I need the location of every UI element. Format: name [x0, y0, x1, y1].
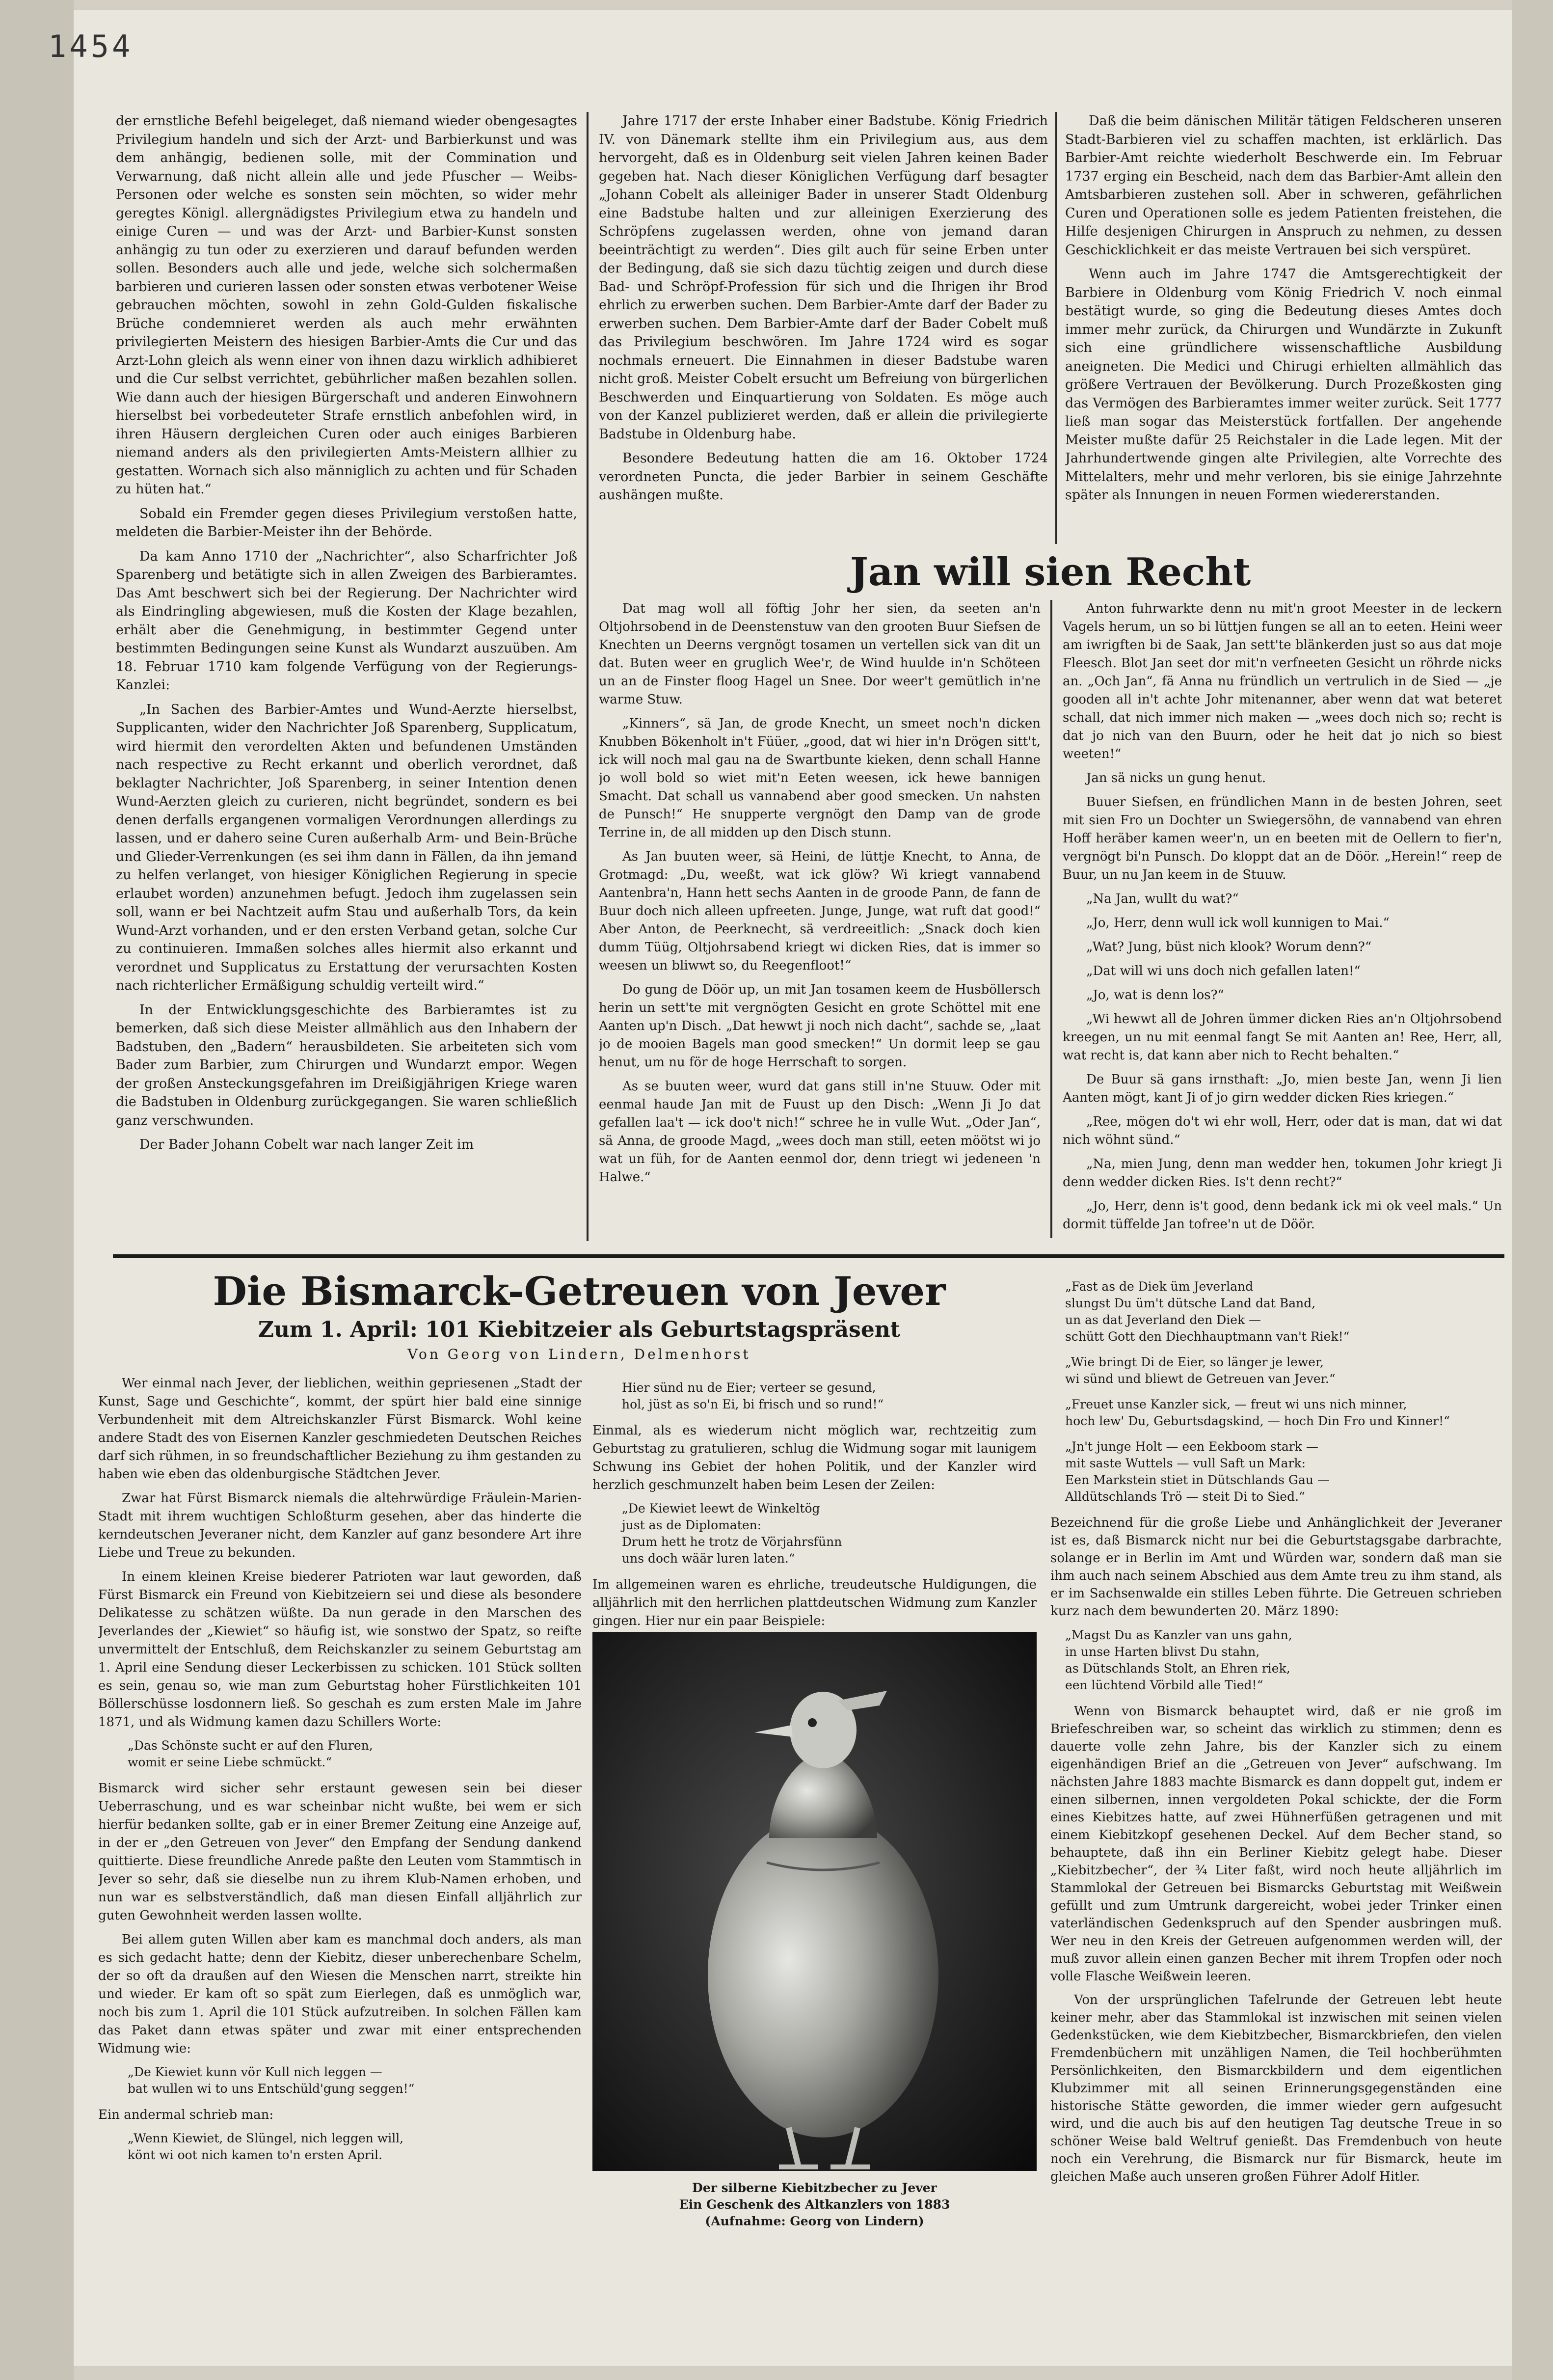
paragraph: „Wat? Jung, büst nich klook? Worum denn?“	[1086, 940, 1372, 954]
verse: „Das Schönste sucht er auf den Fluren, womit er seine Liebe schmückt.“	[128, 1738, 373, 1769]
photo-caption	[592, 2180, 1037, 2230]
paragraph: Da kam Anno 1710 der „Nachrichter“, also Scharfrichter Joß Sparenberg und betätigte sich in allen Zweigen des Barbieramtes. Das Amt beschwert sich bei der Regierung. Der Nachrichter wird als Eindringling abgewiesen, muß die Kosten der Klage bezahlen, erhält aber die Genehmigung, in bestimmter Gegend unter bestimmten Bedingungen seine Kunst als Wundarzt auszuüben. Am 18. Februar 1710 kam folgende Verfügung von der Regierungs-Kanzlei:	[116, 548, 577, 693]
verse: „Freuet unse Kanzler sick, — freut wi uns nich minner, hoch lew' Du, Geburtsdagskind, — hoch Din Fro und Kinner!“	[1065, 1397, 1450, 1428]
paragraph: Anton fuhrwarkte denn nu mit'n groot Meester in de leckern Vagels herum, un so bi lüttjen fungen se all an to eeten. Heini weer am iwrigften bi de Saak, Jan sett'te blänkerden just so aus dat moje Fleesch. Blot Jan seet dor mit'n verfneeten Gesicht un röhrde nicks an. „Och Jan“, fä Anna nu fründlich un vertrulich in de Sied — „je gooden all in't achte Johr mitenanner, aber wenn dat wat beteret schall, dat nich immer nich maken — „wees doch nich so; recht is dat jo nich van den Buurn, oder he heit dat jo nich so biest weeten!“	[1063, 601, 1502, 761]
paragraph: „In Sachen des Barbier-Amtes und Wund-Aerzte hierselbst, Supplicanten, wider den Nachrichter Joß Sparenberg, Supplicatum, wird hiermit den verordelten Akten und befundenen Umständen nach respective zu Recht erkannt und oberlich verordnet, daß beklagter Nachrichter, Joß Sparenberg, in seiner Intention denen Wund-Aerzten gleich zu curieren, nicht begründet, sondern es bei denen derfalls ergangenen vormaligen Verordnungen allerdings zu lassen, und er dahero seine Curen außerhalb Arm- und Bein-Brüche und Glieder-Verrenkungen (es sei ihm dann in Fällen, da ihn jemand zu helfen verlanget, von hiesiger Königlichen Regierung in specie erlaubet worden) anzunehmen befugt. Jedoch ihm zugelassen sein soll, wann er bei Nachtzeit aufm Stau und außerhalb Tors, da kein Wund-Arzt vorhanden, und er den ersten Verband getan, solche Cur zu continuieren. Immaßen solches alles hiermit also erkannt und verordnet und Supplicatus zu Erstattung der verursachten Kosten nach richterlicher Ermäßigung schuldig verteilt wird.“	[116, 702, 577, 993]
verse: „Wenn Kiewiet, de Slüngel, nich leggen will, könt wi oot nich kamen to'n ersten April.	[128, 2131, 404, 2162]
bismarck-byline: Von Georg von Lindern, Delmenhorst	[407, 1346, 751, 1362]
paragraph: Wer einmal nach Jever, der lieblichen, weithin gepriesenen „Stadt der Kunst, Sage und Geschichte“, kommt, der spürt hier bald eine sinnige Verbundenheit mit dem Altreichskanzler Fürst Bismarck. Wohl keine andere Stadt des von Eisernen Kanzler geschmiedeten Deutschen Reiches darf sich rühmen, in so freundschaftlicher Beziehung zu ihm gestanden zu haben wie eben das oldenburgische Städtchen Jever.	[98, 1376, 582, 1482]
kiebitzbecher-photo	[592, 1632, 1037, 2171]
paragraph: As Jan buuten weer, sä Heini, de lüttje Knecht, to Anna, de Grotmagd: „Du, weeßt, wat ick glöw? Wi kriegt vannabend Aantenbra'n, Hann hett sechs Aanten in de groode Pann, de fann de Buur doch nich alleen upfreeten. Junge, Junge, wat ruft dat good!“ Aber Anton, de Peerknecht, sä verdreeitlich: „Snack doch kien dumm Tüüg, Oltjohrsabend kriegt wi dicken Ries, dat is immer so weesen un bliwwt so, du Reegenfloot!“	[599, 849, 1041, 973]
paragraph: Wenn von Bismarck behauptet wird, daß er nie groß im Briefeschreiben war, so scheint das wirklich zu stimmen; denn es dauerte volle zehn Jahre, bis der Kanzler sich zu einem eigenhändigen Brief an die „Getreuen von Jever“ aufschwang. Im nächsten Jahre 1883 machte Bismarck es dann doppelt gut, indem er einen silbernen, innen vergoldeten Pokal schickte, der die Form eines Kiebitzes hatte, auf zwei Hühnerfüßen getragenen und mit einem Kiebitzkopf gesehenen Deckel. Auf dem Becher stand, so behauptete, daß ihn ein Berliner Kiebitz gelegt habe. Dieser „Kiebitzbecher“, der ¾ Liter faßt, wird noch heute alljährlich im Stammlokal der Getreuen bei Bismarcks Geburtstag mit Weißwein gefüllt und zum Umtrunk dargereicht, wobei jeder Trinker einen vaterländischen Gedenkspruch auf den Spender ausbringen muß. Wer neu in den Kreis der Getreuen aufgenommen werden will, der muß zuvor allein einen ganzen Becher mit ihrem Tropfen oder noch volle Flasche Weißwein leeren.	[1050, 1704, 1502, 1984]
jan-column-1	[599, 600, 1041, 1233]
paragraph: In der Entwicklungsgeschichte des Barbieramtes ist zu bemerken, daß sich diese Meister allmählich aus den Inhabern der Badstuben, den „Badern“ herausbildeten. Sie arbeiteten sich vom Bader zum Barbier, zum Chirurgen und Wundarzt empor. Wegen der großen Ansteckungsgefahren im Dreißigjährigen Kriege waren die Badstuben in Oldenburg zurückgegangen. Sie waren schließlich ganz verschwunden.	[116, 1002, 577, 1128]
bismarck-title: Die Bismarck-Getreuen von Jever	[213, 1268, 946, 1314]
paragraph: Jahre 1717 der erste Inhaber einer Badstube. König Friedrich IV. von Dänemark stellte ihm ein Privilegium aus, aus dem hervorgeht, daß es in Oldenburg seit vielen Jahren keinen Bader gegeben hat. Nach dieser Königlichen Verfügung darf besagter „Johann Cobelt als alleiniger Bader in unserer Stadt Oldenburg eine Badstube halten und zur alleinigen Exerzierung des Schröpfens zugelassen werden, ohne von jemand daran beeinträchtigt zu werden“. Dies gilt auch für seine Erben unter der Bedingung, daß sie sich dazu tüchtig zeigen und durch diese Bad- und Schröpf-Profession für sich und die Ihrigen ihr Brod ehrlich zu erwerben suchen. Dem Barbier-Amte darf der Bader zu erwerben suchen. Dem Barbier-Amte darf der Bader Cobelt muß das Privilegium beschwören. Im Jahre 1724 wird es sogar nochmals erneuert. Die Einnahmen in dieser Badstube waren nicht groß. Meister Cobelt ersucht um Befreiung von bürgerlichen Beschwerden und Einquartierung von Soldaten. Es möge auch von der Kanzel publizieret werden, daß er allein die privilegierte Badstube in Oldenburg habe.	[599, 113, 1048, 442]
column-rule	[1055, 112, 1057, 544]
section-divider	[113, 1254, 1504, 1258]
verse: Hier sünd nu de Eier; verteer se gesund, hol, jüst as so'n Ei, bi frisch und so rund!“	[622, 1380, 884, 1411]
article-column-top-right	[1065, 112, 1502, 544]
paragraph: Jan sä nicks un gung henut.	[1086, 771, 1266, 785]
caption-line: Ein Geschenk des Altkanzlers von 1883	[679, 2197, 950, 2212]
bismarck-column-1	[98, 1375, 582, 2322]
paragraph: Im allgemeinen waren es ehrliche, treudeutsche Huldigungen, die alljährlich mit den herrlichen plattdeutschen Widmung zum Kanzler gingen. Hier nur ein paar Beispiele:	[592, 1577, 1037, 1628]
paragraph: As se buuten weer, wurd dat gans still in'ne Stuuw. Oder mit eenmal haude Jan mit de Fuust up den Disch: „Wenn Ji Jo dat gefallen laa't — ick doo't nich!“ schree he in vulle Wut. „Oder Jan“, sä Anna, de groode Magd, „wees doch man still, eeten möötst wi jo wat un füh, for de Aanten eenmol dor, denn triegt wi jedeneen 'n Halwe.“	[599, 1079, 1041, 1185]
paragraph: Buuer Siefsen, en fründlichen Mann in de besten Johren, seet mit sien Fro un Dochter un Swiegersöhn, de vannabend van ehren Hoff heräber kamen weer'n, un en beeten mit de Oellern to fier'n, vergnögt bi'n Punsch. Do kloppt dat an de Döör. „Herein!“ reep de Buur, un nu Jan keem in de Stuuw.	[1063, 795, 1502, 882]
caption-line: (Aufnahme: Georg von Lindern)	[705, 2214, 924, 2228]
paragraph: Bismarck wird sicher sehr erstaunt gewesen sein bei dieser Ueberraschung, und es war scheinbar nicht wußte, bei wem er sich hierfür bedanken sollte, gab er in einer Bremer Zeitung eine Anzeige auf, in der er „den Getreuen von Jever“ den Empfang der Sendung dankend quittierte. Diese freundliche Anrede paßte den Leuten vom Stammtisch in Jever so sehr, daß sie dieselbe nun zu ihrem Klub-Namen erhoben, und nun war es selbstverständlich, daß man diesen Einfall alljährlich zur guten Gewohnheit werden lassen wollte.	[98, 1781, 582, 1923]
paragraph: Daß die beim dänischen Militär tätigen Feldscheren unseren Stadt-Barbieren viel zu schaffen machten, ist erklärlich. Das Barbier-Amt reichte wiederholt Beschwerde ein. Im Februar 1737 erging ein Bescheid, nach dem das Barbier-Amt allein den Amtsbarbieren zustehen soll. Aber in schweren, gefährlichen Curen und Operationen solle es jedem Patienten freistehen, die Hilfe desjenigen Chirurgen in Anspruch zu nehmen, zu dessen Geschicklichkeit er das meiste Vertrauen bei sich verspüret.	[1065, 113, 1502, 258]
paragraph: „Jo, wat is denn los?“	[1086, 988, 1224, 1002]
column-rule	[587, 112, 589, 1241]
paragraph: „Na, mien Jung, denn man wedder hen, tokumen Johr kriegt Ji denn wedder dicken Ries. Is't denn recht?“	[1063, 1157, 1502, 1190]
paragraph: „Dat will wi uns doch nich gefallen laten!“	[1086, 964, 1361, 978]
article-column-top-middle	[599, 112, 1048, 544]
kiebitz-cup-illustration	[592, 1632, 1037, 2171]
bismarck-column-2	[592, 1375, 1037, 1630]
article-column-top-left	[116, 112, 577, 1232]
scan-left-margin	[0, 0, 74, 2380]
paragraph: Von der ursprünglichen Tafelrunde der Getreuen lebt heute keiner mehr, aber das Stammlokal ist inzwischen mit seinen vielen Gedenkstücken, wie dem Kiebitzbecher, Bismarckbriefen, den vielen Fremdenbüchern mit unzähligen Namen, die Teil hochberühmten Persönlichkeiten, den Bismarckbildern und dem eigentlichen Klubzimmer mit all seinen Erinnerungsgegenständen eine historische Stätte geworden, die immer wieder gern aufgesucht wird, und die auch bis auf den heutigen Tag deutsche Treue in so schöner Weise bald Weltruf genießt. Das Fremdenbuch von heute noch ein Verehrung, die Bismarck nur für Bismarck, heute im gleichen Maße auch unseren großen Führer Adolf Hitler.	[1050, 1993, 1502, 2184]
paragraph: „Jo, Herr, denn wull ick woll kunnigen to Mai.“	[1086, 916, 1390, 930]
page-number: 1454	[48, 28, 134, 64]
paragraph: Einmal, als es wiederum nicht möglich war, rechtzeitig zum Geburtstag zu gratulieren, schlug die Widmung sogar mit launigem Schwung ins Gebiet der hohen Politik, und der Kanzler wird herzlich geschmunzelt haben beim Lesen der Zeilen:	[592, 1423, 1037, 1492]
column-rule	[1050, 600, 1052, 1238]
paragraph: Dat mag woll all föftig Johr her sien, da seeten an'n Oltjohrsobend in de Deenstenstuw van den grooten Buur Siefsen de Knechten un Deerns vergnögt tosamen un vertellen sick van dit un dat. Buten weer en gruglich Wee'r, de Wind huulde in'n Schöteen un an de Finster floog Hagel un Snee. Dor weer't gemütlich in'ne warme Stuw.	[599, 601, 1041, 707]
paragraph: „Jo, Herr, denn is't good, denn bedank ick mi ok veel mals.“ Un dormit tüffelde Jan tofree'n ut de Döör.	[1063, 1199, 1502, 1232]
verse: „Jn't junge Holt — een Eekboom stark — mit saste Wuttels — vull Saft un Mark: Een Markstein stiet in Dütschlands Gau — Alldütschlands Trö — steit Di to Sied.“	[1065, 1439, 1330, 1504]
bismarck-column-3	[1050, 1271, 1502, 2327]
scan-right-margin	[1512, 0, 1553, 2380]
verse: „Magst Du as Kanzler van uns gahn, in unse Harten blivst Du stahn, as Dütschlands Stolt, an Ehren riek, een lüchtend Vörbild alle Tied!“	[1065, 1628, 1292, 1692]
paragraph: In einem kleinen Kreise biederer Patrioten war laut geworden, daß Fürst Bismarck ein Freund von Kiebitzeiern sei und diese als besondere Delikatesse zu schätzen wüßte. Da nun gerade in den Marschen des Jeverlandes der „Kiewiet“ so häufig ist, wie sonstwo der Spatz, so reifte unvermittelt der Entschluß, dem Reichskanzler zu seinem Geburtstag am 1. April eine Sendung dieser Leckerbissen zu schicken. 101 Stück sollten es sein, genau so, wie man zum Geburtstag hoher Fürstlichkeiten 101 Böllerschüsse losdonnern ließ. So geschah es zum ersten Male im Jahre 1871, und als Widmung kamen dazu Schillers Worte:	[98, 1569, 582, 1730]
verse: „Wie bringt Di de Eier, so länger je lewer, wi sünd und bliewt de Getreuen van Jever.“	[1065, 1355, 1336, 1386]
verse: „Fast as de Diek üm Jeverland slungst Du üm't dütsche Land dat Band, un as dat Jeverland den Diek — schütt Gott den Diechhauptmann van't Riek!“	[1065, 1279, 1350, 1344]
paragraph: „Ree, mögen do't wi ehr woll, Herr, oder dat is man, dat wi dat nich wöhnt sünd.“	[1063, 1114, 1502, 1147]
paragraph: Ein andermal schrieb man:	[98, 2108, 274, 2122]
paragraph: „Wi hewwt all de Johren ümmer dicken Ries an'n Oltjohrsobend kreegen, un nu mit eenmal fangt Se mit Aanten an! Ree, Herr, all, wat recht is, dat kann aber nich to Recht behalten.“	[1063, 1012, 1502, 1063]
paragraph: Sobald ein Fremder gegen dieses Privilegium verstoßen hatte, meldeten die Barbier-Meister ihn der Behörde.	[116, 506, 577, 540]
paragraph: Zwar hat Fürst Bismarck niemals die altehrwürdige Fräulein-Marien-Stadt mit ihrem wuchtigen Schloßturm gesehen, aber das hinderte die kerndeutschen Jeveraner nicht, dem Kanzler auf ganz besondere Art ihre Liebe und Treue zu bekunden.	[98, 1491, 582, 1560]
bismarck-subtitle: Zum 1. April: 101 Kiebitzeier als Geburtstagspräsent	[258, 1317, 901, 1342]
paragraph: Wenn auch im Jahre 1747 die Amtsgerechtigkeit der Barbiere in Oldenburg vom König Friedrich V. noch einmal bestätigt wurde, so ging die Bedeutung dieses Amtes doch immer mehr zurück, da Chirurgen und Wundärzte in Zukunft sich eine gründlichere wissenschaftliche Ausbildung aneigneten. Die Medici und Chirugi erhielten allmählich das größere Vertrauen der Bevölkerung. Durch Prozeßkosten ging das Vermögen des Barbieramtes immer weiter zurück. Seit 1777 ließ man sogar das Meisterstück fortfallen. Der angehende Meister mußte dafür 25 Reichstaler in die Lade legen. Mit der Jahrhundertwende gingen alte Privilegien, alte Vorrechte des Mittelalters, mehr und mehr verloren, bis sie einige Jahrzehnte später als Innungen in neuen Formen wiedererstanden.	[1065, 267, 1502, 503]
paragraph: Do gung de Döör up, un mit Jan tosamen keem de Husböllersch herin un sett'te mit vergnögten Gesicht en grote Schöttel mit ene Aanten up'n Disch. „Dat hewwt ji noch nich dacht“, sachde se, „laat jo de mooien Bagels man good smecken!“ Un dormit leep se gau henut, um nu för de hoge Herrschaft to sorgen.	[599, 982, 1041, 1070]
paragraph: Bei allem guten Willen aber kam es manchmal doch anders, als man es sich gedacht hatte; denn der Kiebitz, dieser unberechenbare Schelm, der so oft da draußen auf den Wiesen die Menschen narrt, streikte hin und wieder. Er kam oft so spät zum Eierlegen, daß es unmöglich war, noch bis zum 1. April die 101 Stück aufzutreiben. In solchen Fällen kam das Paket dann etwas später und zwar mit einer entsprechenden Widmung wie:	[98, 1932, 582, 2056]
verse: „De Kiewiet leewt de Winkeltög just as de Diplomaten: Drum hett he trotz de Vörjahrsfünn uns doch wäär luren laten.“	[622, 1501, 842, 1566]
story-title-jan: Jan will sien Recht	[850, 550, 1251, 595]
paragraph: Besondere Bedeutung hatten die am 16. Oktober 1724 verordneten Puncta, die jeder Barbier in seinem Geschäfte aushängen mußte.	[599, 451, 1048, 503]
paragraph: Bezeichnend für die große Liebe und Anhänglichkeit der Jeveraner ist es, daß Bismarck nicht nur bei die Geburtstagsgabe darbrachte, solange er in Berlin im Amt und Würden war, sondern daß man sie ihm auch nach seinem Abschied aus dem Amte treu zu ihm stand, als er im Sachsenwalde ein stilles Leben führte. Die Getreuen schrieben kurz nach dem bewunderten 20. März 1890:	[1050, 1515, 1502, 1619]
paragraph: „Na Jan, wullt du wat?“	[1086, 892, 1239, 906]
verse: „De Kiewiet kunn vör Kull nich leggen — bat wullen wi to uns Entschüld'gung seggen!“	[128, 2065, 415, 2096]
paragraph: der ernstliche Befehl beigeleget, daß niemand wieder obengesagtes Privilegium handeln und sich der Arzt- und Barbierkunst und was dem anhängig, bedienen solle, mit der Commination und Verwarnung, daß nicht allein alle und jede Pfuscher — Weibs-Personen oder welche es sonsten sein möchten, so wider mehr geregtes Königl. allergnädigstes Privilegium etwa zu handeln und einige Curen — und was der Arzt- und Barbier-Kunst sonsten anhängig zu tun oder zu exerzieren und darauf befunden werden sollen. Besonders auch alle und jede, welche sich solchermaßen barbieren und curieren lassen oder sonsten etwas verbotener Weise gebrauchen möchten, sowohl in zehn Gold-Gulden fiskalische Brüche condemnieret werden als auch mehr erwähnten privilegierten Meistern des hiesigen Barbier-Amts die Cur und das Arzt-Lohn gleich als wenn einer von ihnen dazu wirklich adhibieret und die Cur selbst verrichtet, gebührlicher maßen bezahlen sollen. Wie dann auch der hiesigen Bürgerschaft und anderen Einwohnern hierselbst bei vorbedeuteter Strafe ernstlich anbefohlen wird, in ihren Häusern dergleichen Curen oder auch einiges Barbieren niemand anders als den privilegierten Amts-Meistern allhier zu gestatten. Wornach sich also männiglich zu achten und für Schaden zu hüten hat.“	[116, 113, 577, 497]
jan-column-2	[1063, 600, 1502, 1233]
paragraph: De Buur sä gans irnsthaft: „Jo, mien beste Jan, wenn Ji lien Aanten mögt, kant Ji of jo girn wedder dicken Ries kriegen.“	[1063, 1072, 1502, 1105]
caption-line: Der silberne Kiebitzbecher zu Jever	[692, 2181, 937, 2195]
paragraph: Der Bader Johann Cobelt war nach langer Zeit im	[139, 1137, 474, 1152]
paragraph: „Kinners“, sä Jan, de grode Knecht, un smeet noch'n dicken Knubben Bökenholt in't Füüer, „good, dat wi hier in'n Drögen sitt't, ick will noch mal gau na de Swartbunte kieken, denn schall Hanne jo woll bold so wiet mit'n Eeten weesen, ick hewe bannigen Smacht. Dat schall us vannabend aber good smecken. Un nahsten de Punsch!“ He snupperte vergnögt den Damp van de grode Terrine in, de all midden up den Disch stunn.	[599, 716, 1041, 840]
